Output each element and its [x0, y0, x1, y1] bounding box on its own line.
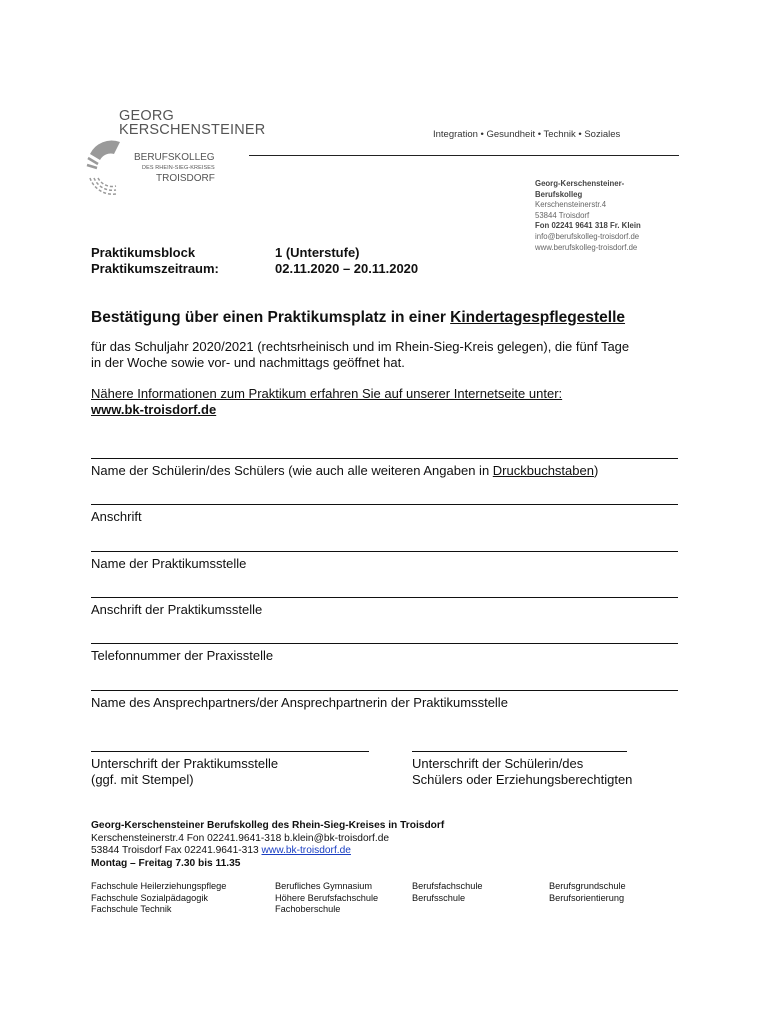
document-title [91, 309, 625, 327]
footer-address [91, 820, 444, 870]
placement-address-line[interactable] [91, 597, 678, 598]
student-name-suffix: ) [593, 463, 599, 478]
logo-wheel-icon [86, 138, 134, 196]
contact-person-label: Name des Ansprechpartners/der Ansprechpartnerin der Praktikumsstelle [91, 695, 508, 710]
contact-line2: Berufskolleg [535, 189, 583, 199]
student-signature[interactable] [412, 751, 633, 788]
placement-name-label: Name der Praktikumsstelle [91, 556, 247, 571]
logo-name-line2: KERSCHENSTEINER [119, 122, 266, 138]
placement-address-field[interactable] [91, 597, 678, 617]
student-name-prefix: Name der Schülerin/des Schülers (wie auch alle weiteren Angaben in [91, 463, 493, 478]
address-field[interactable] [91, 504, 678, 524]
intro-line1: für das Schuljahr 2020/2021 (rechtsrheinisch und im Rhein-Sieg-Kreis gelegen), die fünf Tage [91, 339, 630, 354]
logo-sub-line2: DES RHEIN-SIEG-KREISES [142, 165, 215, 171]
school-item: Berufsschule [412, 892, 466, 903]
logo-name-line1: GEORG [119, 108, 174, 124]
placement-name-line[interactable] [91, 551, 678, 552]
phone-label: Telefonnummer der Praxisstelle [91, 648, 274, 663]
footer-hours: Montag – Freitag 7.30 bis 11.35 [91, 857, 241, 869]
student-signature-line[interactable] [412, 751, 627, 752]
title-prefix: Bestätigung über einen Praktikumsplatz in einer [91, 309, 451, 326]
student-signature-label1: Unterschrift der Schülerin/des [412, 756, 584, 771]
contact-line3: Kerschensteinerstr.4 [535, 200, 607, 210]
student-name-label [91, 463, 678, 478]
placement-signature-line[interactable] [91, 751, 369, 752]
student-name-emphasis: Druckbuchstaben [492, 463, 594, 478]
placement-block [91, 245, 418, 277]
logo-sub-line3: TROISDORF [156, 173, 215, 184]
period-value: 02.11.2020 – 20.11.2020 [275, 261, 419, 276]
contact-line4: 53844 Troisdorf [535, 210, 590, 220]
school-column-1 [91, 881, 275, 916]
placement-name-field[interactable] [91, 551, 678, 571]
school-types [91, 881, 626, 916]
school-column-2 [275, 881, 412, 916]
intro-paragraph [91, 339, 691, 371]
contact-person-line[interactable] [91, 690, 678, 691]
contact-block [535, 179, 641, 253]
placement-signature-label1: Unterschrift der Praktikumsstelle [91, 756, 279, 771]
footer-line3 [91, 845, 444, 858]
logo-name [119, 109, 265, 137]
school-item: Fachschule Heilerziehungspflege [91, 881, 227, 891]
info-paragraph [91, 386, 691, 418]
intro-line2: in der Woche sowie vor- und nachmittags geöffnet hat. [91, 355, 405, 370]
contact-line1: Georg-Kerschensteiner- [535, 179, 625, 188]
logo-sub-line1: BERUFSKOLLEG [134, 152, 215, 163]
period-label: Praktikumszeitraum: [91, 261, 219, 276]
contact-email[interactable]: info@berufskolleg-troisdorf.de [535, 231, 640, 241]
student-name-field[interactable] [91, 458, 678, 478]
placement-signature-label2: (ggf. mit Stempel) [91, 772, 194, 787]
footer-org: Georg-Kerschensteiner Berufskolleg des Rhein-Sieg-Kreises in Troisdorf [91, 820, 445, 831]
footer-line2: Kerschensteinerstr.4 Fon 02241.9641-318 b.klein@bk-troisdorf.de [91, 832, 390, 844]
school-item: Fachschule Technik [91, 904, 172, 914]
school-item: Berufsorientierung [549, 892, 625, 903]
block-value: 1 (Unterstufe) [275, 245, 360, 260]
student-signature-label2: Schülers oder Erziehungsberechtigten [412, 772, 633, 787]
school-item: Berufsfachschule [412, 881, 483, 891]
title-emphasis: Kindertagespflegestelle [450, 309, 626, 326]
phone-field[interactable] [91, 643, 678, 663]
student-name-line[interactable] [91, 458, 678, 459]
block-label: Praktikumsblock [91, 245, 196, 260]
school-item: Fachoberschule [275, 904, 341, 914]
footer-line3-prefix: 53844 Troisdorf Fax 02241.9641-313 [91, 845, 262, 856]
contact-phone: Fon 02241 9641 318 Fr. Klein [535, 221, 641, 231]
header-tagline: Integration • Gesundheit • Technik • Soziales [433, 129, 621, 140]
school-item: Berufliches Gymnasium [275, 881, 373, 891]
address-label: Anschrift [91, 509, 142, 524]
logo-subtitle [134, 152, 215, 185]
info-text: Nähere Informationen zum Praktikum erfahren Sie auf unserer Internetseite unter: [91, 386, 563, 401]
address-line[interactable] [91, 504, 678, 505]
phone-line[interactable] [91, 643, 678, 644]
info-link[interactable]: www.bk-troisdorf.de [91, 402, 217, 417]
footer-website-link[interactable]: www.bk-troisdorf.de [261, 845, 351, 856]
school-column-4 [549, 881, 626, 916]
school-item: Höhere Berufsfachschule [275, 892, 379, 903]
placement-address-label: Anschrift der Praktikumsstelle [91, 602, 263, 617]
contact-person-field[interactable] [91, 690, 678, 710]
school-item: Berufsgrundschule [549, 881, 626, 891]
contact-website[interactable]: www.berufskolleg-troisdorf.de [535, 242, 638, 252]
school-column-3 [412, 881, 549, 916]
placement-signature[interactable] [91, 751, 369, 788]
school-item: Fachschule Sozialpädagogik [91, 892, 208, 903]
header-divider [249, 155, 679, 156]
